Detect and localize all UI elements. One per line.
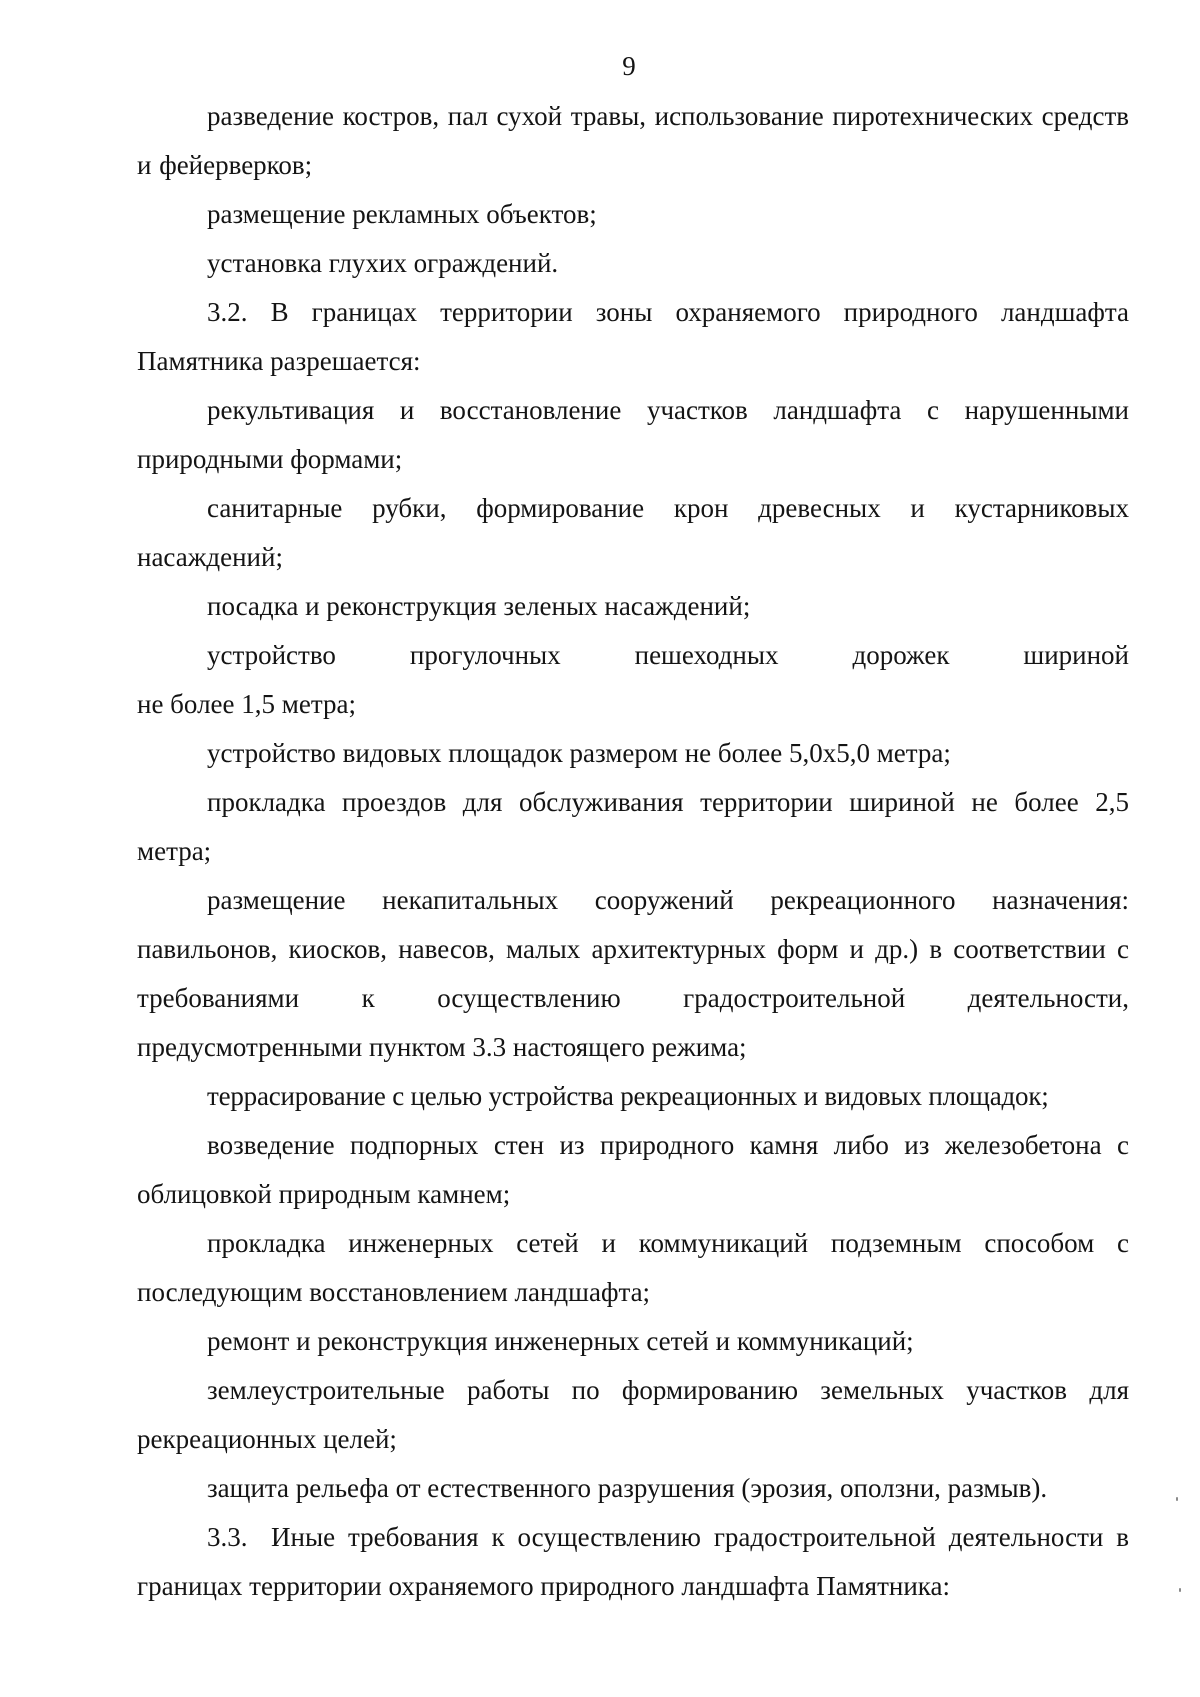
list-item-bonfires: разведение костров, пал сухой травы, использование пиротехнических средств и фейерверков; bbox=[137, 101, 1129, 180]
list-item-advertising: размещение рекламных объектов; bbox=[207, 199, 597, 229]
list-item-solid-fences: установка глухих ограждений. bbox=[207, 248, 559, 278]
list-item-terracing: террасирование с целью устройства рекреационных и видовых площадок; bbox=[207, 1081, 1049, 1111]
list-item-land-surveying: землеустроительные работы по формированию земельных участков для рекреационных целей; bbox=[137, 1375, 1129, 1454]
list-item-service-roads: прокладка проездов для обслуживания территории шириной не более 2,5 метра; bbox=[137, 787, 1129, 866]
list-item-retaining-walls: возведение подпорных стен из природного камня либо из железобетона с облицовкой природным камнем; bbox=[137, 1130, 1129, 1209]
clause-3-3 bbox=[137, 1513, 1129, 1611]
list-item-viewing-platforms: устройство видовых площадок размером не более 5,0х5,0 метра; bbox=[207, 738, 951, 768]
clause-3-3-text: Иные требования к осуществлению градостроительной деятельности в границах территории охраняемого природного ландшафта Памятника: bbox=[137, 1522, 1129, 1601]
list-item-temporary-structures: размещение некапитальных сооружений рекреационного назначения: павильонов, киосков, навесов, малых архитектурных форм и др.) в соответствии с требованиями к осуществлению градостроительной деятельности, предусмотренными пунктом 3.3 настоящего режима; bbox=[137, 885, 1129, 1062]
clause-3-2: 3.2. В границах территории зоны охраняемого природного ландшафта Памятника разрешается: bbox=[137, 297, 1129, 376]
list-item-sanitary-felling: санитарные рубки, формирование крон древесных и кустарниковых насаждений; bbox=[137, 493, 1129, 572]
scan-speck bbox=[1179, 1588, 1181, 1592]
list-item-engineering-networks: прокладка инженерных сетей и коммуникаций подземным способом с последующим восстановлением ландшафта; bbox=[137, 1228, 1129, 1307]
list-item-planting: посадка и реконструкция зеленых насаждений; bbox=[207, 591, 751, 621]
document-body bbox=[137, 92, 1129, 1611]
list-item-network-repair: ремонт и реконструкция инженерных сетей и коммуникаций; bbox=[207, 1326, 914, 1356]
list-item-relief-protection: защита рельефа от естественного разрушения (эрозия, оползни, размыв). bbox=[207, 1473, 1048, 1503]
clause-3-3-number: 3.3. bbox=[207, 1522, 248, 1552]
page-number: 9 bbox=[622, 51, 636, 81]
scan-speck bbox=[1176, 1497, 1178, 1501]
list-item-walking-paths-cont: не более 1,5 метра; bbox=[137, 689, 356, 719]
list-item-walking-paths: устройство прогулочных пешеходных дорожек шириной bbox=[207, 640, 1129, 670]
list-item-recultivation: рекультивация и восстановление участков ландшафта с нарушенными природными формами; bbox=[137, 395, 1129, 474]
